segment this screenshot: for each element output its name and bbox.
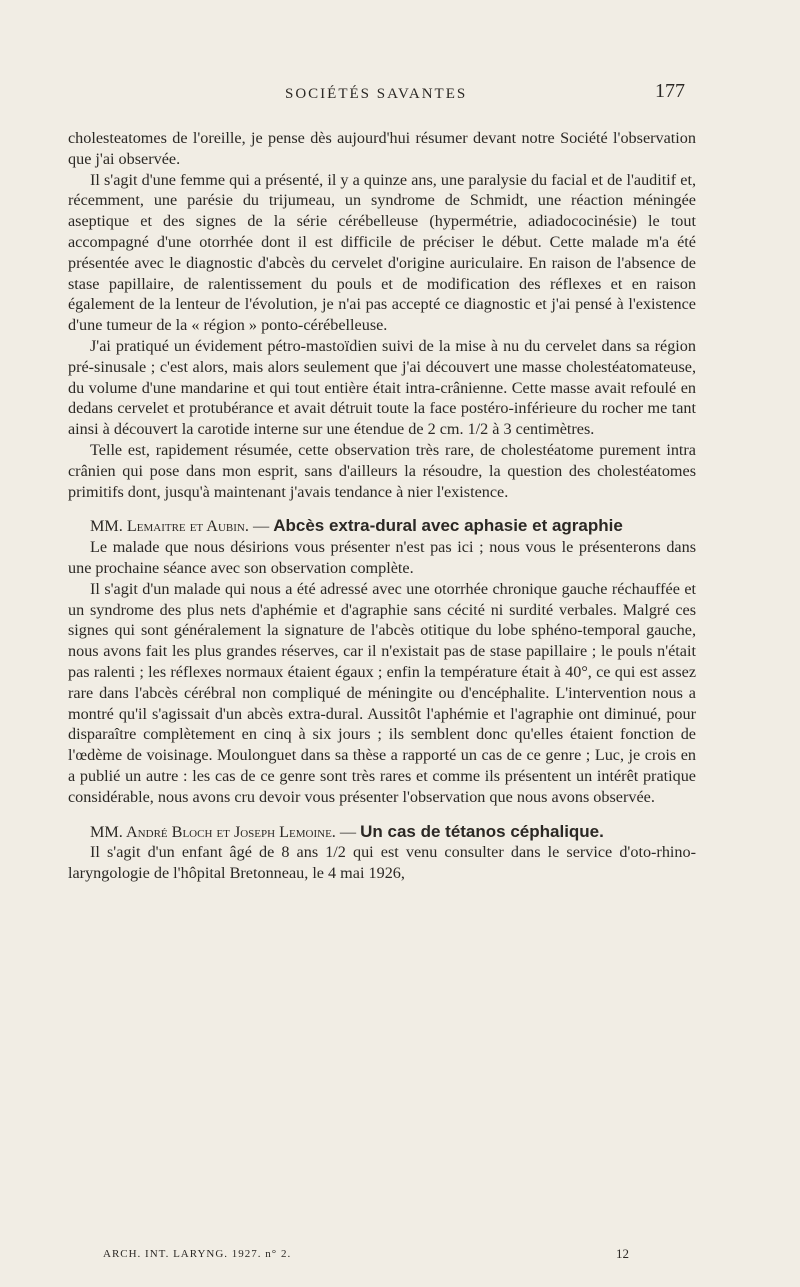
body-text: [68, 128, 696, 884]
section-heading: [68, 822, 696, 843]
section-dash: —: [335, 822, 361, 841]
section-heading: [68, 516, 696, 537]
paragraph: Il s'agit d'un enfant âgé de 8 ans 1/2 qui est venu consulter dans le service d'oto-rhino-laryngologie de l'hôpital Bretonneau, le 4 mai 1926,: [68, 843, 696, 883]
page-footer: [0, 1246, 800, 1266]
section-dash: —: [248, 517, 274, 536]
signature-mark: 12: [616, 1246, 629, 1261]
page-header: [0, 80, 800, 110]
section-authors: MM. André Bloch et Joseph Lemoine.: [90, 822, 336, 841]
paragraph: Il s'agit d'un malade qui nous a été adressé avec une otorrhée chronique gauche réchauffée et un syndrome des plus nets d'aphémie et d'agraphie sans cécité ni surdité verbales. Malgré ces signes qui sont généralement la signature de l'abcès otitique du lobe sphéno-temporal gauche, nous avons fait les plus grandes réserves, car il n'existait pas de stase papillaire ; le pouls n'était pas ralenti ; les réflexes normaux étaient égaux ; enfin la température était à 40°, ce qui est assez rare dans l'abcès cérébral non compliqué de méningite ou d'encéphalite. L'intervention nous a montré qu'il s'agissait d'un abcès extra-dural. Aussitôt l'aphémie et l'agraphie ont diminué, pour disparaître complètement en cinq à six jours ; ils semblent donc qu'elles étaient fonction de l'œdème de voisinage. Moulonguet dans sa thèse a rapporté un cas de ce genre ; Luc, je crois en a publié un autre : les cas de ce genre sont très rares et comme ils présentent un intérêt pratique considérable, nous avons cru devoir vous présenter l'observation que nous avons observée.: [68, 579, 696, 806]
section-title: Abcès extra-dural avec aphasie et agraphie: [273, 516, 623, 536]
paragraph: cholesteatomes de l'oreille, je pense dès aujourd'hui résumer devant notre Société l'observation que j'ai observée.: [68, 129, 696, 168]
paragraph: J'ai pratiqué un évidement pétro-mastoïdien suivi de la mise à nu du cervelet dans sa région pré-sinusale ; c'est alors, mais alors seulement que j'ai découvert une masse cholestéatomateuse, du volume d'une mandarine et qui tout entière était intra-crânienne. Cette masse avait refoulé en dedans cervelet et protubérance et avait détruit toute la face postéro-inférieure du rocher me tant ainsi à découvert la carotide interne sur une étendue de 2 cm. 1/2 à 3 centimètres.: [68, 336, 696, 439]
page-number: 177: [655, 80, 685, 102]
running-title: SOCIÉTÉS SAVANTES: [285, 86, 468, 102]
section-title: Un cas de tétanos céphalique.: [360, 821, 604, 841]
journal-reference: ARCH. INT. LARYNG. 1927. n° 2.: [103, 1248, 292, 1260]
paragraph: Le malade que nous désirions vous présenter n'est pas ici ; nous vous le présenterons dans une prochaine séance avec son observation complète.: [68, 538, 696, 577]
paragraph: Telle est, rapidement résumée, cette observation très rare, de cholestéatome purement intra crânien qui pose dans mon esprit, sans d'ailleurs la résoudre, la question des cholestéatomes primitifs dont, jusqu'à maintenant j'avais tendance à nier l'existence.: [68, 440, 696, 501]
section-authors: MM. Lemaitre et Aubin.: [90, 517, 249, 536]
paragraph: Il s'agit d'une femme qui a présenté, il y a quinze ans, une paralysie du facial et de l'auditif et, récemment, une parésie du trijumeau, un syndrome de Schmidt, une réaction méningée aseptique et des signes de la série cérébelleuse (hypermétrie, adiadococinésie) le tout accompagné d'une otorrhée dont il est difficile de préciser le début. Cette malade m'a été présentée avec le diagnostic d'abcès du cervelet d'origine auriculaire. En raison de l'absence de stase papillaire, de ralentissement du pouls et de modification des réflexes et en raison également de la lenteur de l'évolution, je n'ai pas accepté ce diagnostic et j'ai pensé à l'existence d'une tumeur de la « région » ponto-cérébelleuse.: [68, 170, 696, 335]
